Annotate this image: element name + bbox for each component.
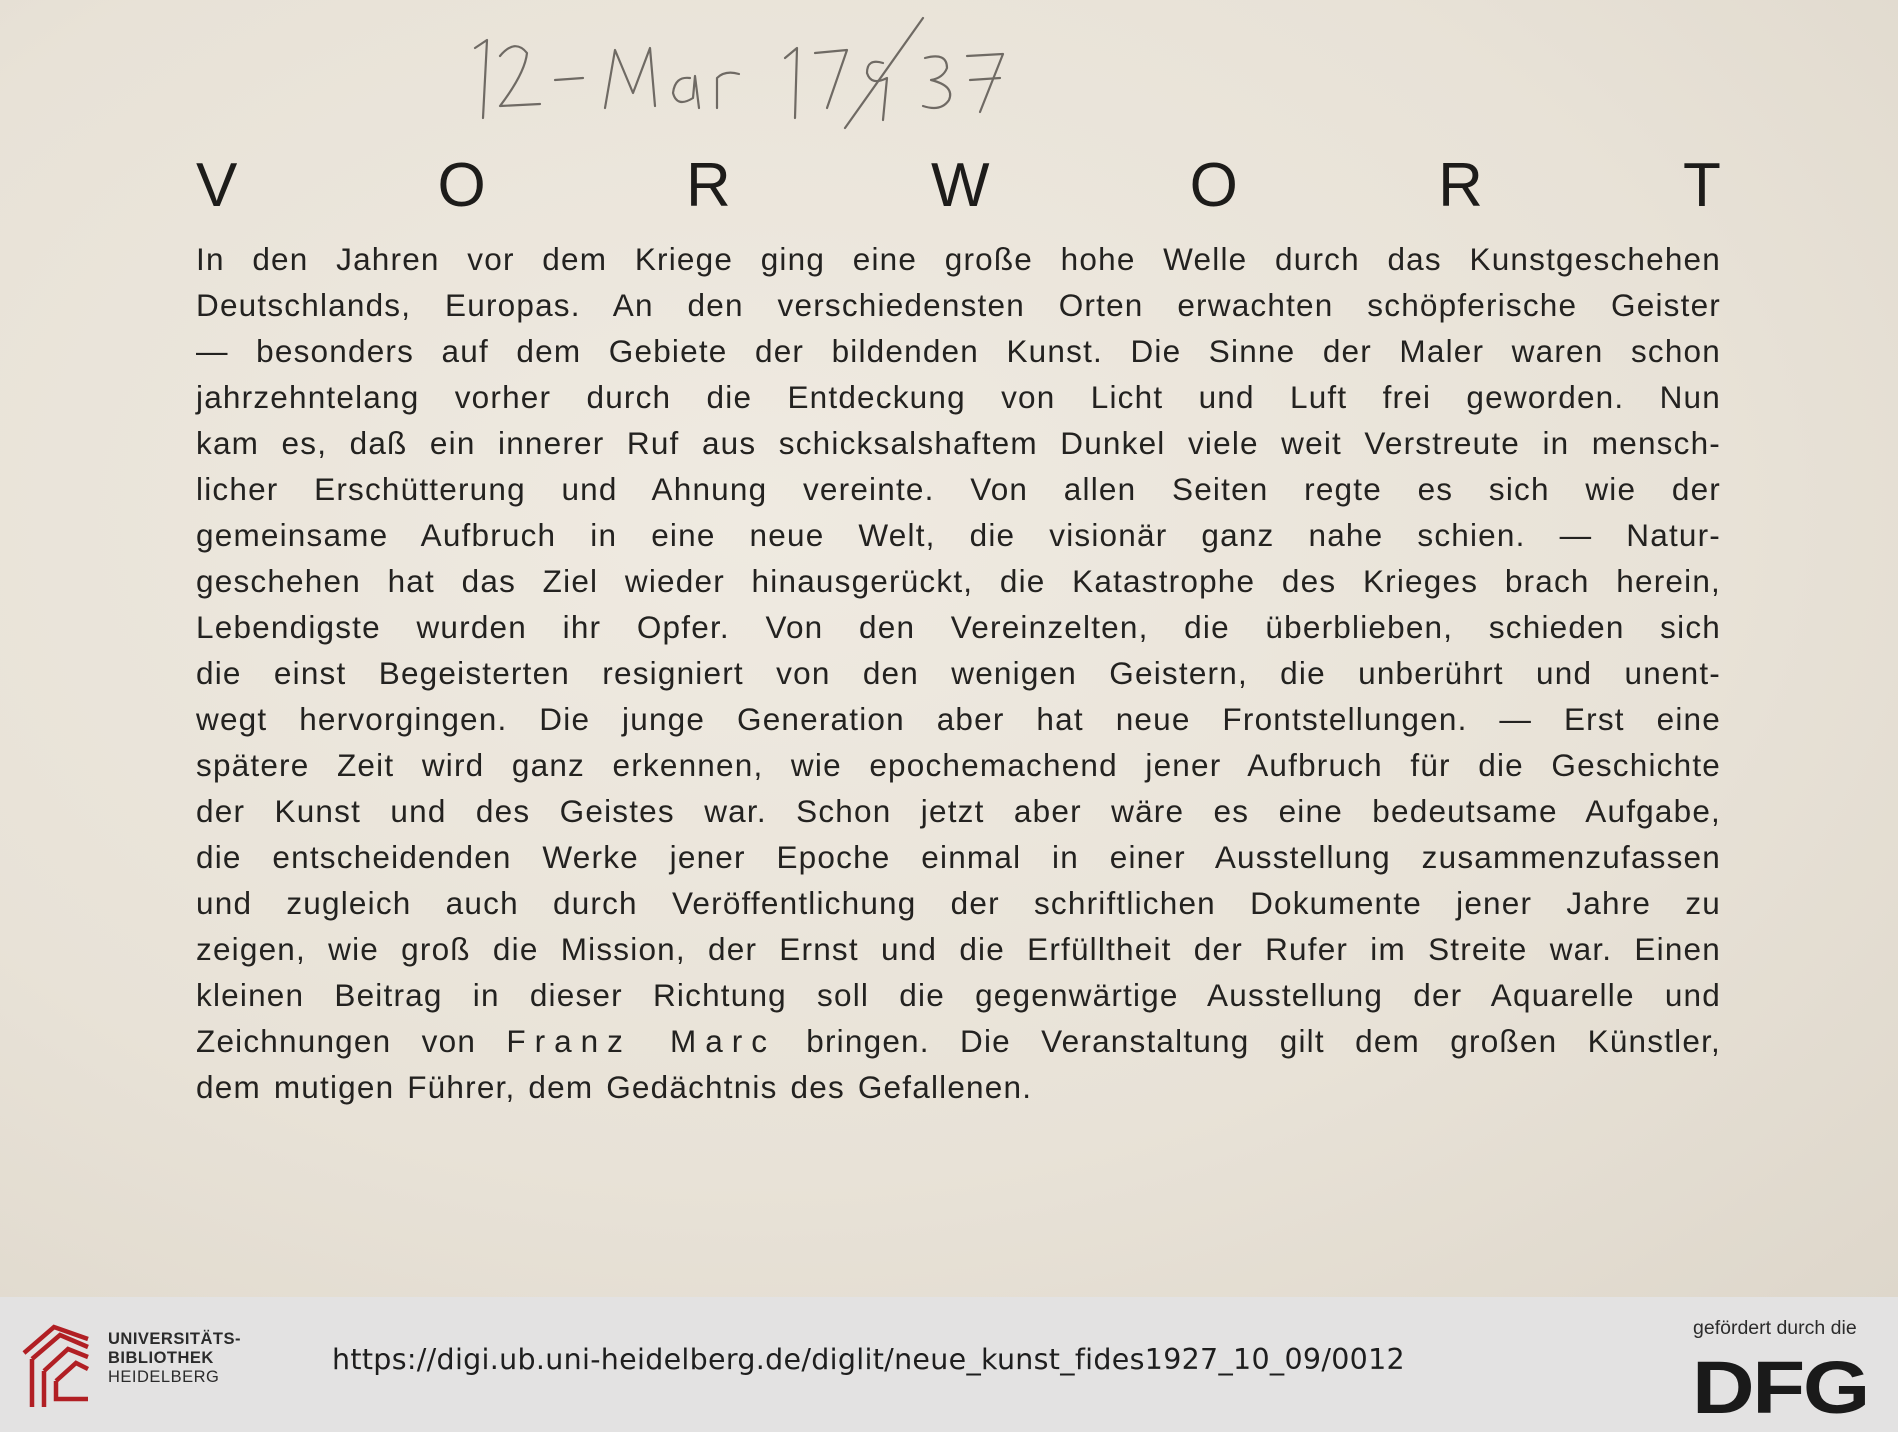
text-line: der Kunst und des Geistes war. Schon jetzt aber wäre es eine bedeutsame Aufgabe,: [196, 793, 1721, 829]
title-letter: V: [196, 151, 238, 220]
text-line: geschehen hat das Ziel wieder hinausgerückt, die Katastrophe des Krieges brach herein,: [196, 563, 1721, 599]
text-line: zeigen, wie groß die Mission, der Ernst und die Erfülltheit der Rufer im Streite war. Einen: [196, 931, 1721, 967]
text-line-artist: [196, 1018, 1721, 1064]
library-logo-icon: [20, 1319, 92, 1409]
library-name-line: BIBLIOTHEK: [108, 1349, 214, 1367]
dfg-logo-icon: [1692, 1359, 1870, 1417]
title-letter: O: [437, 151, 486, 220]
text-line: und zugleich auch durch Veröffentlichung der schriftlichen Dokumente jener Jahre zu: [196, 885, 1721, 921]
text-line: kam es, daß ein innerer Ruf aus schicksalshaftem Dunkel viele weit Verstreute in mensch-: [196, 425, 1721, 461]
library-name: [108, 1330, 241, 1387]
title-letter: O: [1189, 151, 1238, 220]
title-letter: R: [685, 151, 731, 220]
svg-text:DFG: DFG: [1692, 1359, 1868, 1417]
text-line: gemeinsame Aufbruch in eine neue Welt, die visionär ganz nahe schien. — Natur-: [196, 517, 1721, 553]
text-fragment: Zeichnungen von: [196, 1023, 507, 1059]
text-line: — besonders auf dem Gebiete der bildenden Kunst. Die Sinne der Maler waren schon: [196, 333, 1721, 369]
text-line: licher Erschütterung und Ahnung vereinte. Von allen Seiten regte es sich wie der: [196, 471, 1721, 507]
text-line: spätere Zeit wird ganz erkennen, wie epochemachend jener Aufbruch für die Geschichte: [196, 747, 1721, 783]
text-line-last: dem mutigen Führer, dem Gedächtnis des Gefallenen.: [196, 1069, 1033, 1105]
text-line: Deutschlands, Europas. An den verschiedensten Orten erwachten schöpferische Geister: [196, 287, 1721, 323]
page-title: [196, 146, 1721, 226]
funding-label: gefördert durch die: [1693, 1317, 1857, 1339]
footer-bar: [0, 1297, 1898, 1432]
text-fragment: bringen. Die Veranstaltung gilt dem großen Künstler,: [775, 1023, 1721, 1059]
text-line: wegt hervorgingen. Die junge Generation aber hat neue Frontstellungen. — Erst eine: [196, 701, 1721, 737]
title-letter: T: [1683, 151, 1721, 220]
title-letter: W: [930, 151, 990, 220]
text-line: jahrzehntelang vorher durch die Entdeckung von Licht und Luft frei geworden. Nun: [196, 379, 1721, 415]
library-name-line: HEIDELBERG: [108, 1368, 220, 1386]
title-letter: R: [1438, 151, 1483, 220]
text-line: die einst Begeisterten resigniert von den wenigen Geistern, die unberührt und unent-: [196, 655, 1721, 691]
text-line: kleinen Beitrag in dieser Richtung soll die gegenwärtige Ausstellung der Aquarelle und: [196, 977, 1721, 1013]
text-line: Lebendigste wurden ihr Opfer. Von den Vereinzelten, die überblieben, schieden sich: [196, 609, 1721, 645]
foreword-text: [196, 236, 1721, 1110]
text-line: die entscheidenden Werke jener Epoche einmal in einer Ausstellung zusammenzufassen: [196, 839, 1721, 875]
permalink-url[interactable]: https://digi.ub.uni-heidelberg.de/diglit/neue_kunst_fides1927_10_09/0012: [332, 1343, 1405, 1376]
text-line: In den Jahren vor dem Kriege ging eine große hohe Welle durch das Kunstgeschehen: [196, 241, 1721, 277]
handwritten-note: [455, 8, 1215, 138]
artist-name: Franz Marc: [506, 1023, 776, 1059]
library-name-line: UNIVERSITÄTS-: [108, 1330, 242, 1348]
